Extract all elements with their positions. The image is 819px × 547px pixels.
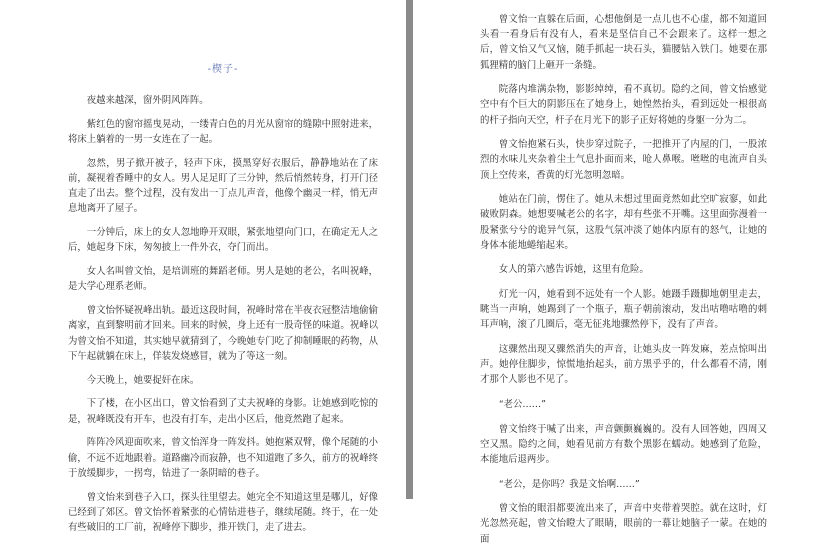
paragraph: 曾文怡终于喊了出来，声音颤颤巍巍的。没有人回答她，四周又空又黑。隐约之间，她看见前方有数个黑影在蠕动。她感到了危险，本能地后退两步。 — [480, 423, 767, 465]
paragraph: 这骤然出现又骤然消失的声音，让她头皮一阵发麻，差点惊叫出声。她停住脚步，惊慌地抬起头，前方黑乎乎的，什么都看不清，刚才那个人影也不见了。 — [480, 344, 767, 386]
paragraph: 曾文怡一直躲在后面，心想他倒是一点儿也不心虚，都不知道回头看一看身后有没有人，看来是坚信自己不会跟来了。这样一想之后，曾文怡又气又恼，随手抓起一块石头，猫腰钻入铁门。她要在那狐狸精的脑门上砸开一条缝。 — [480, 14, 767, 71]
right-page — [413, 0, 819, 545]
paragraph: 女人名叫曾文怡，是培训班的舞蹈老师。男人是她的老公，名叫祝峰，是大学心理系老师。 — [68, 266, 378, 293]
paragraph: 曾文怡抱紧石头，快步穿过院子，一把推开了内屋的门，一股浓烈的水味儿夹杂着尘土气息扑面而来，呛人鼻喉。咝咝的电流声自头顶上空传来，香黄的灯光忽明忽暗。 — [480, 139, 767, 181]
paragraph: 曾文怡怀疑祝峰出轨。最近这段时间，祝峰时常在半夜衣冠整洁地偷偷离家，直到黎明前才回来。回来的时候，身上还有一股奇怪的味道。祝峰以为曾文怡不知道，其实她早就猜到了，今晚她专门吃了抑制睡眠的药物，从下午起就躺在床上，佯装发烧感冒，就为了等这一刻。 — [68, 305, 378, 362]
page-divider[interactable] — [406, 0, 413, 499]
paragraph: 一分钟后，床上的女人忽地睁开双眼，紧张地望向门口，在确定无人之后，她起身下床，匆匆披上一件外衣，夺门而出。 — [68, 227, 378, 254]
paragraph: 曾文怡的眼泪都要流出来了，声音中夹带着哭腔。就在这时，灯光忽然亮起，曾文怡瞪大了眼睛，眼前的一幕让她脑子一蒙。在她的面 — [480, 503, 767, 545]
paragraph: 女人的第六感告诉她，这里有危险。 — [498, 264, 649, 276]
paragraph: 夜越来越深，窗外阴风阵阵。 — [86, 95, 209, 106]
paragraph: 灯光一闪，她看到不远处有一个人影。她蹑手蹑脚地朝里走去，眺当一声响，她踢到了一个瓶子，瓶子朝前滚动，发出咕噜咕噜的刺耳声响，滚了几圈后，毫无征兆地骤然停下，没有了声音。 — [480, 289, 767, 331]
chapter-title: -楔子- — [207, 64, 239, 75]
paragraph: “老公，是你吗？我是文怡啊……” — [498, 478, 640, 490]
paragraph: 忽然，男子掀开被子，轻声下床，摸黑穿好衣服后，静静地站在了床前，凝视着香睡中的女人。男人足足盯了三分钟，然后悄然转身，打开门径直走了出去。整个过程，没有发出一丁点儿声音，他像个幽灵一样，悄无声息地离开了屋子。 — [68, 157, 378, 215]
paragraph: 曾文怡来到巷子入口，探头往里望去。她完全不知道这里是哪儿，好像已经到了郊区。曾文怡怀着紧张的心情钻进巷子，继续尾随。终于，在一处有些破旧的工厂前，祝峰停下脚步，推开铁门，走了进去。 — [68, 491, 378, 534]
paragraph: “老公……” — [498, 399, 546, 410]
paragraph: 下了楼，在小区出口，曾文怡看到了丈夫祝峰的身影。让她感到吃惊的是，祝峰既没有开车，也没有打车，走出小区后，他竟然跑了起来。 — [68, 398, 378, 425]
paragraph: 阵阵冷风迎面吹来，曾文怡浑身一阵发抖。她抱紧双臂，像个尾随的小偷，不远不近地跟着。道路幽冷而寂静，也不知道跑了多久，前方的祝峰终于放缓脚步，一拐弯，钻进了一条阴暗的巷子。 — [68, 437, 378, 479]
left-page — [0, 0, 406, 534]
paragraph: 她站在门前，愣住了。她从未想过里面竟然如此空旷寂寥，如此破败阴森。她想要喊老公的名字，却有些张不开嘴。这里面弥漫着一股紧张兮兮的诡异气氛，这股气氛冲淡了她体内原有的怒气，让她的身体本能地蜷缩起来。 — [480, 194, 767, 251]
paragraph: 今天晚上，她要捉奸在床。 — [86, 374, 200, 386]
paragraph: 紫红色的窗帘摇曳晃动，一缕青白色的月光从窗帘的缝隙中照射进来，将床上躺着的一男一女连在了一起。 — [68, 118, 378, 145]
paragraph: 院落内堆满杂物，影影绰绰，看不真切。隐约之间，曾文怡感觉空中有个巨大的阴影压在了她身上，她惶然抬头，看到远处一根很高的杆子指向天空，杆子在月光下的影子正好将她的身躯一分为二。 — [480, 84, 767, 126]
